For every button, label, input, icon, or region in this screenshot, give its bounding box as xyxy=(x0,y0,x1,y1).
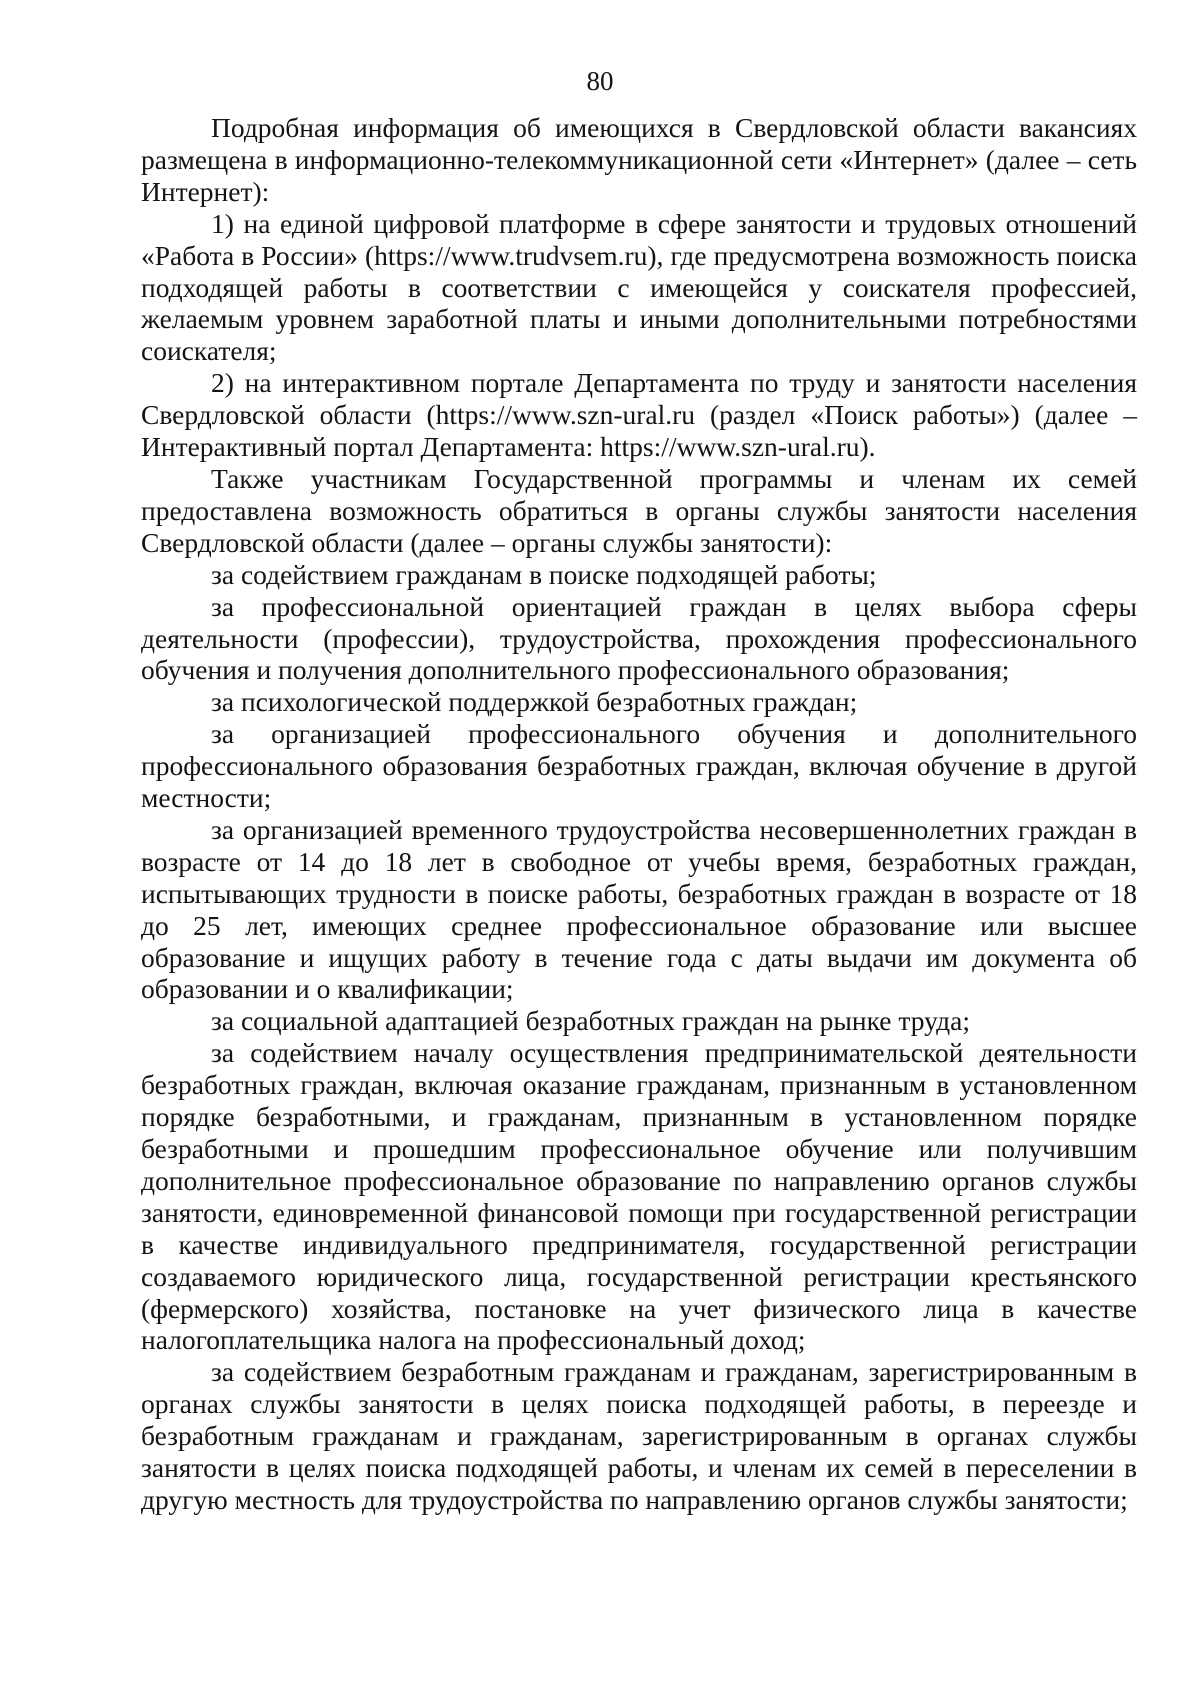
paragraph-professional-training: за организацией профессионального обучения и дополнительного профессионального образования безработных граждан, включая обучение в другой местности; xyxy=(141,718,1137,814)
paragraph-social-adaptation: за социальной адаптацией безработных граждан на рынке труда; xyxy=(211,1005,970,1037)
paragraph-relocation: за содействием безработным гражданам и гражданам, зарегистрированным в органах службы занятости в целях поиска подходящей работы, в переезде и безработным гражданам и гражданам, зарегистрированным в органах службы занятости в целях поиска подходящей работы, и членам их семей в переселении в другую местность для трудоустройства по направлению органов службы занятости; xyxy=(141,1356,1137,1515)
paragraph-career-guidance: за профессиональной ориентацией граждан в целях выбора сферы деятельности (профессии), трудоустройства, прохождения профессионального обучения и получения дополнительного профессионального образования; xyxy=(141,590,1137,686)
paragraph-vacancy-info: Подробная информация об имеющихся в Свердловской области вакансиях размещена в информационно-телекоммуникационной сети «Интернет» (далее – сеть Интернет): xyxy=(141,112,1137,207)
document-body xyxy=(141,112,1137,1516)
page-number: 80 xyxy=(586,66,614,96)
paragraph-temporary-employment: за организацией временного трудоустройства несовершеннолетних граждан в возрасте от 14 до 18 лет в свободное от учебы время, безработных граждан, испытывающих трудности в поиске работы, безработных граждан в возрасте от 18 до 25 лет, имеющих среднее профессиональное образование или высшее образование и ищущих работу в течение года с даты выдачи им документа об образовании и о квалификации; xyxy=(141,813,1137,1005)
paragraph-entrepreneurship: за содействием началу осуществления предпринимательской деятельности безработных граждан, включая оказание гражданам, признанным в установленном порядке безработными, и гражданам, признанным в установленном порядке безработными и прошедшим профессиональное обучение или получившим дополнительное профессиональное образование по направлению органов службы занятости, единовременной финансовой помощи при государственной регистрации в качестве индивидуального предпринимателя, государственной регистрации создаваемого юридического лица, государственной регистрации крестьянского (фермерского) хозяйства, постановке на учет физического лица в качестве налогоплательщика налога на профессиональный доход; xyxy=(141,1037,1137,1356)
paragraph-employment-services: Также участникам Государственной программы и членам их семей предоставлена возможность обратиться в органы службы занятости населения Свердловской области (далее – органы службы занятости): xyxy=(141,462,1137,558)
paragraph-job-search-assistance: за содействием гражданам в поиске подходящей работы; xyxy=(211,558,877,590)
paragraph-psychological-support: за психологической поддержкой безработных граждан; xyxy=(211,686,858,718)
paragraph-trudvsem: 1) на единой цифровой платформе в сфере занятости и трудовых отношений «Работа в России» (https://www.trudvsem.ru), где предусмотрена возможность поиска подходящей работы в соответствии с имеющейся у соискателя профессией, желаемым уровнем заработной платы и иными дополнительными потребностями соискателя; xyxy=(141,207,1137,367)
paragraph-szn-portal: 2) на интерактивном портале Департамента по труду и занятости населения Свердловской области (https://www.szn-ural.ru (раздел «Поиск работы») (далее – Интерактивный портал Департамента: https://www.szn-ural.ru). xyxy=(141,367,1137,463)
